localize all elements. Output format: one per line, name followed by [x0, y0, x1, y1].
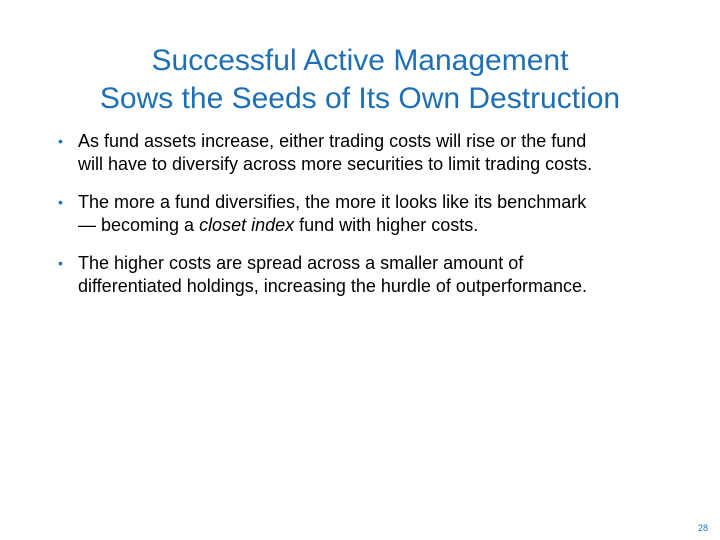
bullet-icon: •: [58, 194, 63, 210]
bullet-item-2: [58, 191, 678, 237]
bullet-text-line-2-prefix: — becoming a: [78, 215, 200, 235]
bullet-icon: •: [58, 255, 63, 271]
bullet-item-3: [58, 252, 678, 298]
bullet-icon: •: [58, 133, 63, 149]
bullet-text-line-1: The more a fund diversifies, the more it looks like its benchmark: [78, 192, 587, 212]
bullet-item-1: [58, 130, 678, 176]
bullet-text-line-1: As fund assets increase, either trading costs will rise or the fund: [78, 131, 587, 151]
bullet-text-line-2: will have to diversify across more securities to limit trading costs.: [78, 154, 593, 174]
title-line-2: Sows the Seeds of Its Own Destruction: [99, 82, 621, 116]
bullet-text-italic-term: closet index: [199, 215, 295, 235]
bullet-text-line-2: differentiated holdings, increasing the hurdle of outperformance.: [78, 276, 587, 296]
slide-title: [20, 42, 700, 118]
bullet-text-line-1: The higher costs are spread across a smaller amount of: [78, 253, 524, 273]
title-line-1: Successful Active Management: [151, 44, 569, 78]
bullet-list: [58, 130, 678, 313]
bullet-text-line-2-suffix: fund with higher costs.: [294, 215, 479, 235]
page-number: 28: [697, 523, 708, 533]
